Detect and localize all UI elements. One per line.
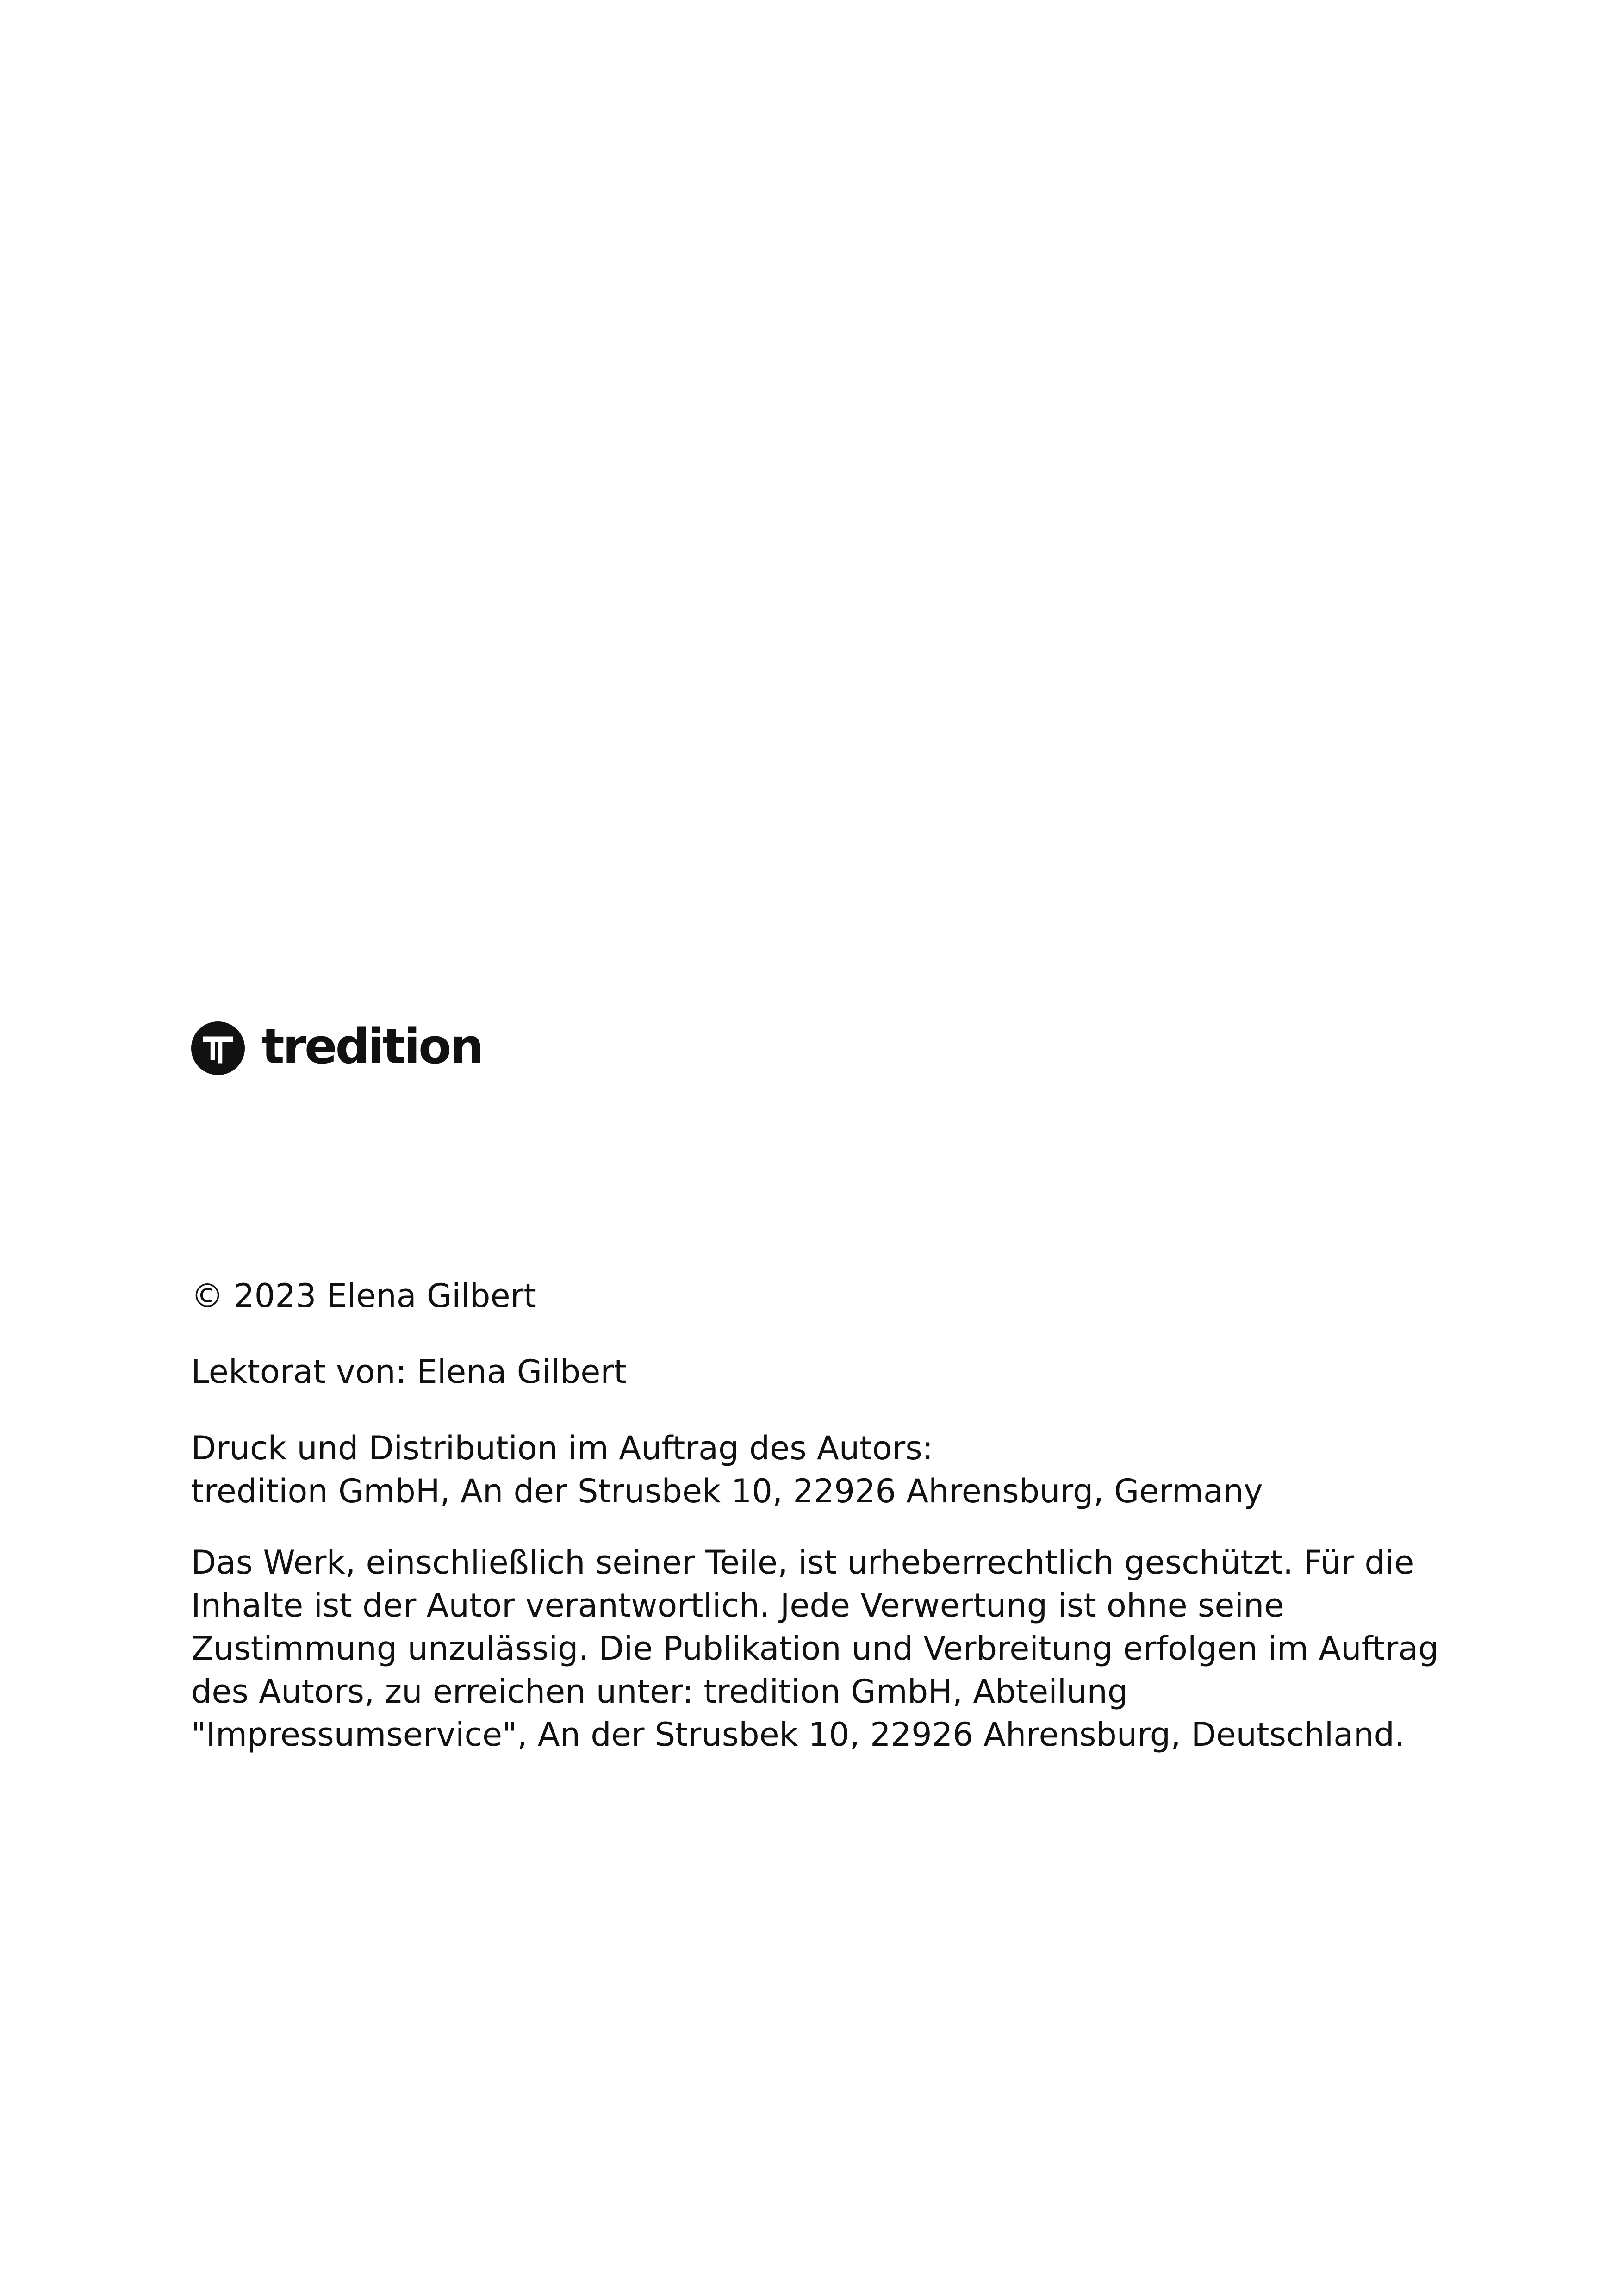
- legal-line: des Autors, zu erreichen unter: tredition GmbH, Abteilung: [191, 1673, 1128, 1711]
- print-line: Druck und Distribution im Auftrag des Autors:: [191, 1429, 933, 1467]
- legal-line: "Impressumservice", An der Strusbek 10, 22926 Ahrensburg, Deutschland.: [191, 1716, 1405, 1754]
- print-address-line: tredition GmbH, An der Strusbek 10, 22926 Ahrensburg, Germany: [191, 1472, 1263, 1510]
- legal-line: Inhalte ist der Autor verantwortlich. Jede Verwertung ist ohne seine: [191, 1587, 1284, 1624]
- logo-wordmark: tredition: [261, 1018, 482, 1075]
- publisher-logo: [191, 1020, 482, 1076]
- print-distribution-notice: [191, 1427, 1441, 1513]
- legal-line: Zustimmung unzulässig. Die Publikation und Verbreitung erfolgen im Auftrag: [191, 1630, 1439, 1668]
- editor-credit: Lektorat von: Elena Gilbert: [191, 1353, 627, 1391]
- tredition-logo-icon: [191, 1021, 245, 1075]
- legal-notice: [191, 1541, 1441, 1756]
- copyright-notice: © 2023 Elena Gilbert: [191, 1277, 536, 1315]
- legal-line: Das Werk, einschließlich seiner Teile, ist urheberrechtlich geschützt. Für die: [191, 1543, 1414, 1581]
